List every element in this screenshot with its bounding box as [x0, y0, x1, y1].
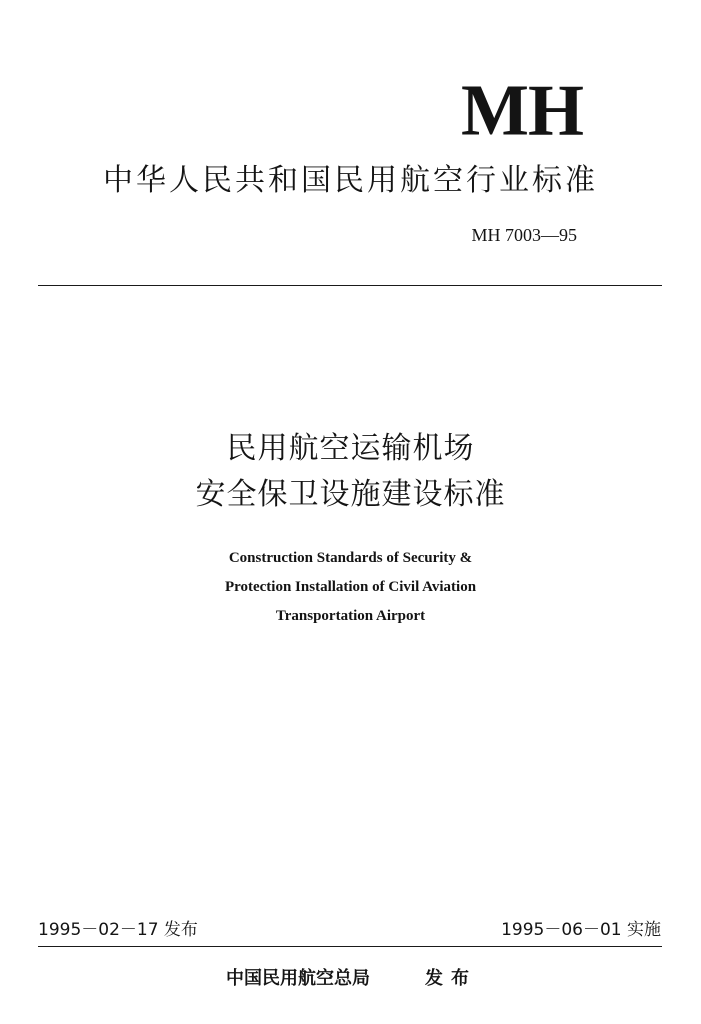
issuing-authority: 中国民用航空总局: [226, 968, 370, 989]
document-title-zh-line2: 安全保卫设施建设标准: [195, 477, 506, 512]
document-title-en-line3: Transportation Airport: [275, 608, 426, 624]
document-title-en-line1: Construction Standards of Security &: [228, 550, 473, 566]
footer-divider: [38, 946, 662, 947]
issue-label: 发布: [425, 968, 477, 989]
standard-title: 中华人民共和国民用航空行业标准: [103, 163, 598, 198]
standard-code: MH 7003—95: [471, 225, 577, 245]
publish-date: 1995－02－17 发布: [38, 920, 198, 940]
document-title-en-line2: Protection Installation of Civil Aviation: [224, 579, 477, 595]
header-divider: [38, 285, 662, 286]
effective-date: 1995－06－01 实施: [501, 920, 661, 940]
mh-logo: MH: [461, 69, 583, 151]
document-title-zh-line1: 民用航空运输机场: [226, 431, 475, 466]
